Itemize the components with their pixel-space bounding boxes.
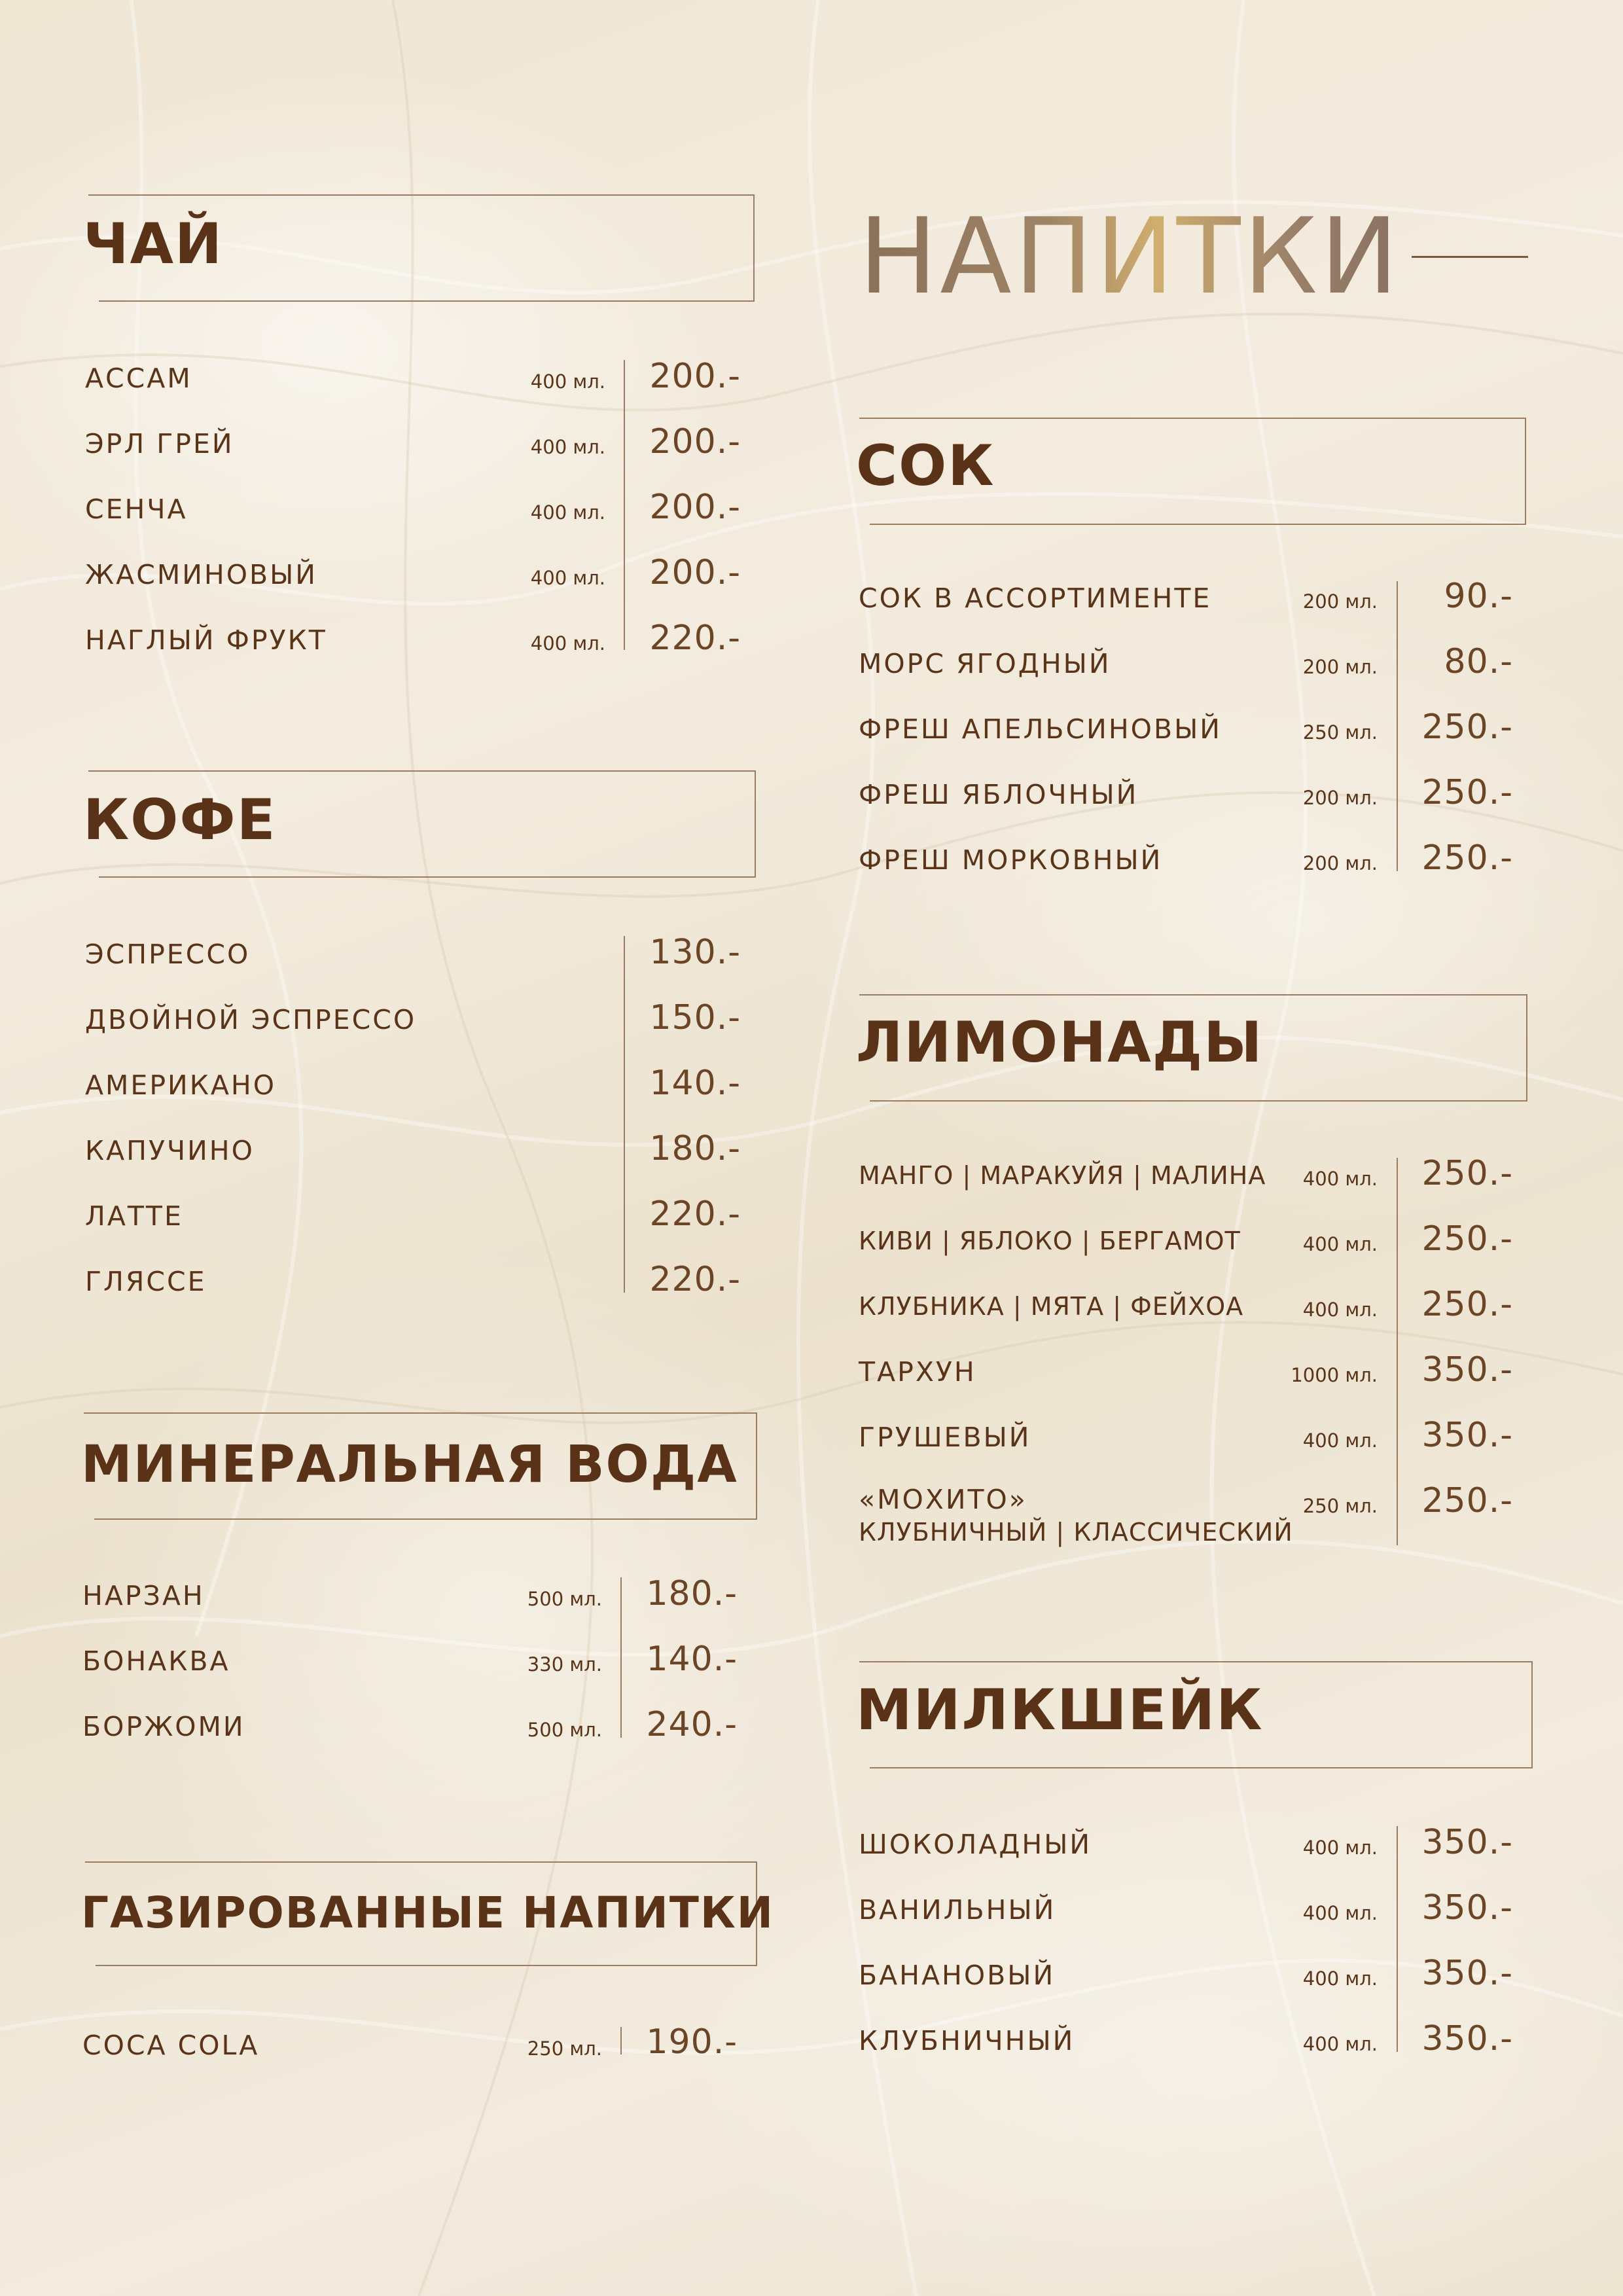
item-price: 130.-: [649, 933, 741, 972]
section-title-soda: ГАЗИРОВАННЫЕ НАПИТКИ: [81, 1888, 775, 1938]
title-dash: [1412, 256, 1528, 258]
item-price: 250.-: [1421, 708, 1513, 747]
lemonade-divider: [1397, 1158, 1398, 1545]
item-price: 220.-: [649, 1194, 741, 1234]
item-volume: 200 мл.: [1302, 787, 1378, 809]
item-volume: 400 мл.: [1302, 1168, 1378, 1190]
item-price: 240.-: [646, 1705, 738, 1744]
section-frame-tea: [88, 194, 99, 196]
item-price: 200.-: [649, 553, 741, 592]
tea-divider: [624, 360, 625, 650]
coffee-divider: [624, 936, 625, 1293]
item-price: 250.-: [1421, 1285, 1513, 1324]
section-title-milkshake: МИЛКШЕЙК: [856, 1677, 1264, 1743]
item-volume: 400 мл.: [530, 370, 605, 393]
mineral-divider: [620, 1577, 622, 1738]
item-volume: 250 мл.: [1302, 721, 1378, 744]
item-name-line1: «МОХИТО»: [859, 1484, 1027, 1515]
item-volume: 400 мл.: [1302, 2033, 1378, 2055]
item-price: 200.-: [649, 488, 741, 527]
page-title: НАПИТКИ: [859, 195, 1401, 317]
item-volume: 250 мл.: [527, 2037, 602, 2060]
section-title-lemonade: ЛИМОНАДЫ: [856, 1010, 1264, 1075]
item-price: 220.-: [649, 1260, 741, 1299]
item-price: 180.-: [649, 1129, 741, 1168]
item-volume: 500 мл.: [527, 1719, 602, 1741]
item-volume: 200 мл.: [1302, 656, 1378, 678]
item-price: 140.-: [649, 1064, 741, 1103]
item-price: 350.-: [1421, 1350, 1513, 1390]
section-frame-coffee: [88, 770, 99, 772]
item-price: 90.-: [1444, 577, 1513, 616]
section-title-juice: СОК: [856, 433, 995, 499]
item-price: 200.-: [649, 357, 741, 396]
item-price: 250.-: [1421, 1154, 1513, 1193]
item-price: 250.-: [1421, 838, 1513, 878]
item-price: 350.-: [1421, 1888, 1513, 1928]
juice-divider: [1397, 581, 1398, 871]
item-volume: 400 мл.: [530, 436, 605, 458]
item-volume: 400 мл.: [1302, 1299, 1378, 1321]
section-frame-mineral: [84, 1412, 94, 1414]
section-frame-milkshake: [859, 1661, 870, 1662]
item-volume: 400 мл.: [530, 501, 605, 524]
section-title-mineral: МИНЕРАЛЬНАЯ ВОДА: [81, 1435, 738, 1494]
item-price: 180.-: [646, 1574, 738, 1613]
item-price: 190.-: [646, 2022, 738, 2062]
item-price: 200.-: [649, 422, 741, 461]
item-volume: 200 мл.: [1302, 852, 1378, 874]
section-frame-soda: [85, 1861, 96, 1863]
milkshake-divider: [1397, 1826, 1398, 2052]
item-price: 220.-: [649, 619, 741, 658]
section-frame-juice: [859, 418, 870, 419]
section-frame-lemonade: [859, 994, 870, 996]
item-volume: 250 мл.: [1302, 1495, 1378, 1517]
item-price: 150.-: [649, 998, 741, 1037]
item-volume: 400 мл.: [1302, 1967, 1378, 1990]
item-price: 250.-: [1421, 1481, 1513, 1520]
item-price: 80.-: [1444, 642, 1513, 681]
item-price: 350.-: [1421, 1416, 1513, 1455]
item-price: 350.-: [1421, 1954, 1513, 1993]
item-volume: 400 мл.: [1302, 1233, 1378, 1255]
item-price: 140.-: [646, 1640, 738, 1679]
item-volume: 400 мл.: [530, 632, 605, 655]
item-volume: 400 мл.: [1302, 1429, 1378, 1452]
section-title-tea: ЧАЙ: [83, 211, 224, 277]
item-volume: 1000 мл.: [1291, 1364, 1378, 1386]
item-price: 250.-: [1421, 773, 1513, 812]
item-volume: 400 мл.: [1302, 1902, 1378, 1924]
item-volume: 400 мл.: [1302, 1837, 1378, 1859]
item-volume: 400 мл.: [530, 567, 605, 589]
item-price: 350.-: [1421, 2019, 1513, 2058]
item-volume: 330 мл.: [527, 1653, 602, 1676]
item-volume: 200 мл.: [1302, 590, 1378, 613]
soda-divider: [620, 2027, 622, 2054]
item-name-line2: КЛУБНИЧНЫЙ | КЛАССИЧЕСКИЙ: [859, 1518, 1293, 1547]
section-title-coffee: КОФЕ: [83, 787, 277, 853]
item-volume: 500 мл.: [527, 1588, 602, 1610]
item-price: 350.-: [1421, 1823, 1513, 1862]
item-price: 250.-: [1421, 1219, 1513, 1259]
